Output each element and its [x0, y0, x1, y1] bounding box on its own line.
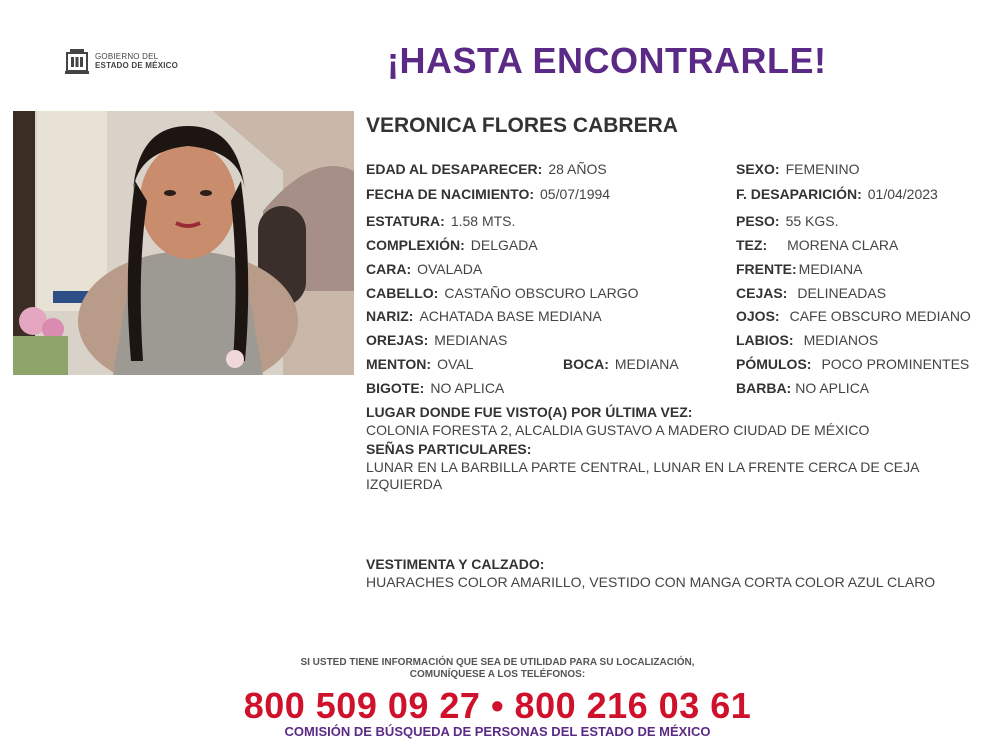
field-value: 28 AÑOS: [548, 161, 607, 177]
marks-value: LUNAR EN LA BARBILLA PARTE CENTRAL, LUNAR EN LA FRENTE CERCA DE CEJA IZQUIERDA: [366, 459, 919, 492]
field-peso: [736, 213, 839, 229]
field-value: CAFE OBSCURO MEDIANO: [789, 308, 971, 324]
field-label: FECHA DE NACIMIENTO:: [366, 186, 534, 202]
last-seen-label: LUGAR DONDE FUE VISTO(A) POR ÚLTIMA VEZ:: [366, 404, 693, 420]
field-edad: [366, 161, 607, 177]
field-value: 55 KGS.: [785, 213, 839, 229]
info-line-1: SI USTED TIENE INFORMACIÓN QUE SEA DE UTILIDAD PARA SU LOCALIZACIÓN,: [300, 657, 695, 668]
field-cejas: [736, 285, 886, 301]
field-label: BIGOTE:: [366, 380, 425, 396]
field-fecha-desaparicion: [736, 186, 938, 202]
field-value: MEDIANA: [614, 356, 679, 372]
field-label: ESTATURA:: [366, 213, 445, 229]
field-label: CEJAS:: [736, 285, 788, 301]
clothing-label: VESTIMENTA Y CALZADO:: [366, 556, 545, 572]
logo-line-1: GOBIERNO DEL: [95, 52, 159, 61]
field-value: ACHATADA BASE MEDIANA: [419, 308, 602, 324]
field-label: OJOS:: [736, 308, 780, 324]
field-value: 01/04/2023: [867, 186, 938, 202]
field-value: OVAL: [437, 356, 474, 372]
field-value: NO APLICA: [795, 380, 870, 396]
field-value: MEDIANAS: [434, 332, 508, 348]
field-menton: [366, 356, 473, 372]
field-value: MEDIANOS: [803, 332, 879, 348]
field-label: COMPLEXIÓN:: [366, 237, 465, 253]
field-label: FRENTE:: [736, 261, 797, 277]
field-cara: [366, 261, 482, 277]
field-label: SEXO:: [736, 161, 780, 177]
field-value: OVALADA: [417, 261, 483, 277]
clothing-value: HUARACHES COLOR AMARILLO, VESTIDO CON MANGA CORTA COLOR AZUL CLARO: [366, 574, 936, 590]
field-frente: [736, 261, 862, 277]
field-complexion: [366, 237, 538, 253]
field-value: MEDIANA: [798, 261, 863, 277]
commission-name: COMISIÓN DE BÚSQUEDA DE PERSONAS DEL ESTADO DE MÉXICO: [284, 724, 711, 739]
field-label: BARBA:: [736, 380, 792, 396]
missing-person-photo: [13, 111, 354, 375]
headline: ¡HASTA ENCONTRARLE!: [387, 40, 827, 81]
field-bigote: [366, 380, 504, 396]
field-value: DELGADA: [470, 237, 538, 253]
state-seal-icon: [64, 47, 90, 75]
field-value: POCO PROMINENTES: [821, 356, 970, 372]
field-sexo: [736, 161, 859, 177]
field-label: PÓMULOS:: [736, 356, 812, 372]
field-label: CARA:: [366, 261, 412, 277]
field-label: TEZ:: [736, 237, 768, 253]
logo-line-2: ESTADO DE MÉXICO: [95, 61, 179, 70]
field-value: NO APLICA: [430, 380, 505, 396]
person-name: VERONICA FLORES CABRERA: [366, 114, 678, 137]
field-labios: [736, 332, 878, 348]
field-value: CASTAÑO OBSCURO LARGO: [444, 285, 639, 301]
marks-label: SEÑAS PARTICULARES:: [366, 441, 532, 457]
field-orejas: [366, 332, 507, 348]
field-barba: [736, 380, 869, 396]
field-label: OREJAS:: [366, 332, 429, 348]
government-logo: [64, 47, 178, 75]
field-value: DELINEADAS: [797, 285, 887, 301]
field-value: MORENA CLARA: [787, 237, 899, 253]
field-value: 05/07/1994: [540, 186, 611, 202]
field-label: NARIZ:: [366, 308, 414, 324]
field-label: PESO:: [736, 213, 780, 229]
field-pomulos: [736, 356, 969, 372]
field-boca: [563, 356, 679, 372]
field-label: BOCA:: [563, 356, 609, 372]
last-seen-value: COLONIA FORESTA 2, ALCALDIA GUSTAVO A MADERO CIUDAD DE MÉXICO: [366, 422, 870, 438]
field-value: 1.58 MTS.: [450, 213, 516, 229]
field-label: LABIOS:: [736, 332, 794, 348]
field-tez: [736, 237, 898, 253]
field-estatura: [366, 213, 515, 229]
field-nariz: [366, 308, 602, 324]
phone-numbers[interactable]: 800 509 09 27 • 800 216 03 61: [243, 685, 752, 726]
field-fecha-nacimiento: [366, 186, 610, 202]
field-ojos: [736, 308, 971, 324]
field-cabello: [366, 285, 639, 301]
field-label: F. DESAPARICIÓN:: [736, 186, 862, 202]
field-value: FEMENINO: [785, 161, 860, 177]
field-label: CABELLO:: [366, 285, 439, 301]
info-line-2: COMUNÍQUESE A LOS TELÉFONOS:: [409, 669, 586, 680]
field-label: MENTON:: [366, 356, 432, 372]
field-label: EDAD AL DESAPARECER:: [366, 161, 543, 177]
